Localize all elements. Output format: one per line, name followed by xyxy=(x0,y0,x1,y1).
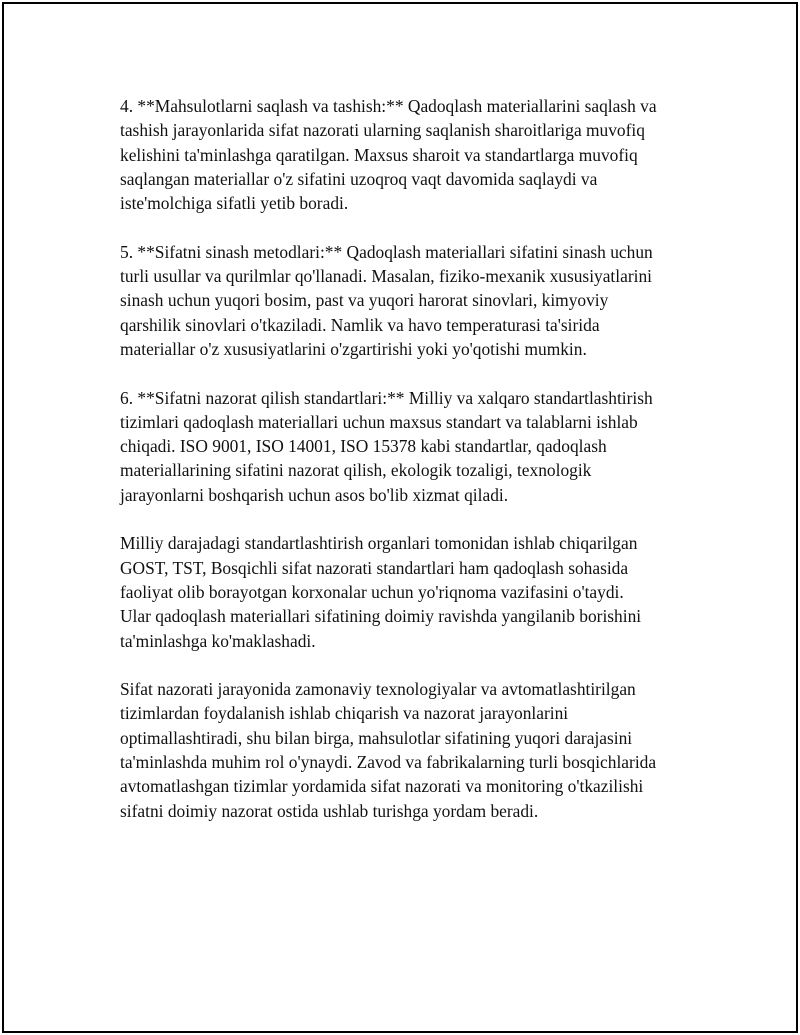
document-body xyxy=(120,94,700,847)
paragraph-testing-methods: 5. **Sifatni sinash metodlari:** Qadoqlash materiallari sifatini sinash uchun turli usullar va qurilmlar qo'llanadi. Masalan, fiziko-mexanik xususiyatlarini sinash uchun yuqori bosim, past va yuqori harorat sinovlari, kimyoviy qarshilik sinovlari o'tkaziladi. Namlik va havo temperaturasi ta'sirida materiallar o'z xususiyatlarini o'zgartirishi yoki yo'qotishi mumkin. xyxy=(120,241,653,359)
page-frame xyxy=(2,2,798,1033)
paragraph-quality-standards: 6. **Sifatni nazorat qilish standartlari:** Milliy va xalqaro standartlashtirish tizimlari qadoqlash materiallari uchun maxsus standart va talablarni ishlab chiqadi. ISO 9001, ISO 14001, ISO 15378 kabi standartlar, qadoqlash materiallarining sifatini nazorat qilish, ekologik tozaligi, texnologik jarayonlarni boshqarish uchun asos bo'lib xizmat qiladi. xyxy=(120,387,653,505)
paragraph-automation: Sifat nazorati jarayonida zamonaviy texnologiyalar va avtomatlashtirilgan tizimlardan foydalanish ishlab chiqarish va nazorat jarayonlarini optimallashtiradi, shu bilan birga, mahsulotlar sifatining yuqori darajasini ta'minlashda muhim rol o'ynaydi. Zavod va fabrikalarning turli bosqichlarida avtomatlashgan tizimlar yordamida sifat nazorati va monitoring o'tkazilishi sifatni doimiy nazorat ostida ushlab turishga yordam beradi. xyxy=(120,679,657,821)
paragraph-storage-transport: 4. **Mahsulotlarni saqlash va tashish:** Qadoqlash materiallarini saqlash va tashish jarayonlarida sifat nazorati ularning saqlanish sharoitlariga muvofiq kelishini ta'minlashga qaratilgan. Maxsus sharoit va standartlarga muvofiq saqlangan materiallar o'z sifatini uzoqroq vaqt davomida saqlaydi va iste'molchiga sifatli yetib boradi. xyxy=(120,96,657,214)
paragraph-national-standards: Milliy darajadagi standartlashtirish organlari tomonidan ishlab chiqarilgan GOST, TST, Bosqichli sifat nazorati standartlari ham qadoqlash sohasida faoliyat olib borayotgan korxonalar uchun yo'riqnoma vazifasini o'taydi. Ular qadoqlash materiallari sifatining doimiy ravishda yangilanib borishini ta'minlashga ko'maklashadi. xyxy=(120,533,642,651)
